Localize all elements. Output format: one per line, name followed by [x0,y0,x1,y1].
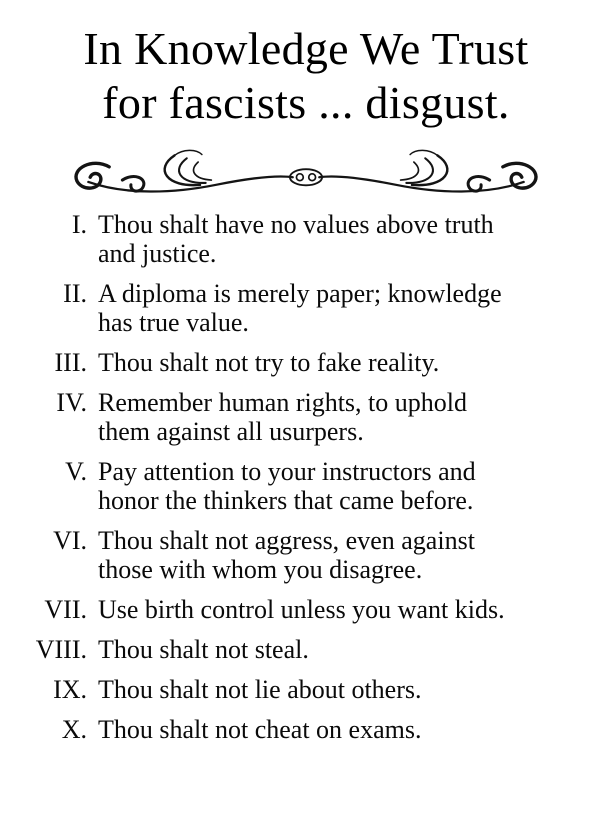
commandment-numeral: V. [65,457,87,486]
commandment-numeral: II. [63,279,87,308]
commandment-item [15,279,602,337]
commandment-item [15,457,602,515]
commandments-list [0,210,612,744]
commandment-numeral: VIII. [35,635,87,664]
commandment-item [15,348,602,377]
commandment-numeral: VII. [44,595,87,624]
title-line-2: for fascists ... disgust. [102,77,510,128]
title-line-1: In Knowledge We Trust [83,23,529,74]
commandment-item [15,388,602,446]
commandment-numeral: VI. [53,526,87,555]
commandment-item [15,210,602,268]
commandment-text: Thou shalt not cheat on exams. [98,715,422,744]
commandment-text: Thou shalt have no values above truth and justice. [98,210,494,268]
commandment-numeral: IX. [53,675,87,704]
commandment-text: Thou shalt not try to fake reality. [98,348,440,377]
commandment-text: Remember human rights, to uphold them against all usurpers. [98,388,468,446]
commandment-text: Use birth control unless you want kids. [98,595,505,624]
commandment-numeral: X. [61,715,87,744]
commandment-item [15,595,602,624]
commandment-text: A diploma is merely paper; knowledge has true value. [98,279,502,337]
commandment-item [15,675,602,704]
commandment-item [15,715,602,744]
poster-page [0,22,612,814]
commandment-text: Thou shalt not aggress, even against those with whom you disagree. [98,526,475,584]
calligraphic-flourish-icon [59,146,553,199]
commandment-text: Pay attention to your instructors and honor the thinkers that came before. [98,457,476,515]
page-title [0,22,612,130]
commandment-numeral: I. [71,210,87,239]
commandment-numeral: IV. [56,388,87,417]
commandment-item [15,526,602,584]
commandment-item [15,635,602,664]
commandment-numeral: III. [54,348,87,377]
commandment-text: Thou shalt not steal. [98,635,309,664]
commandment-text: Thou shalt not lie about others. [98,675,422,704]
flourish-divider [59,146,553,198]
